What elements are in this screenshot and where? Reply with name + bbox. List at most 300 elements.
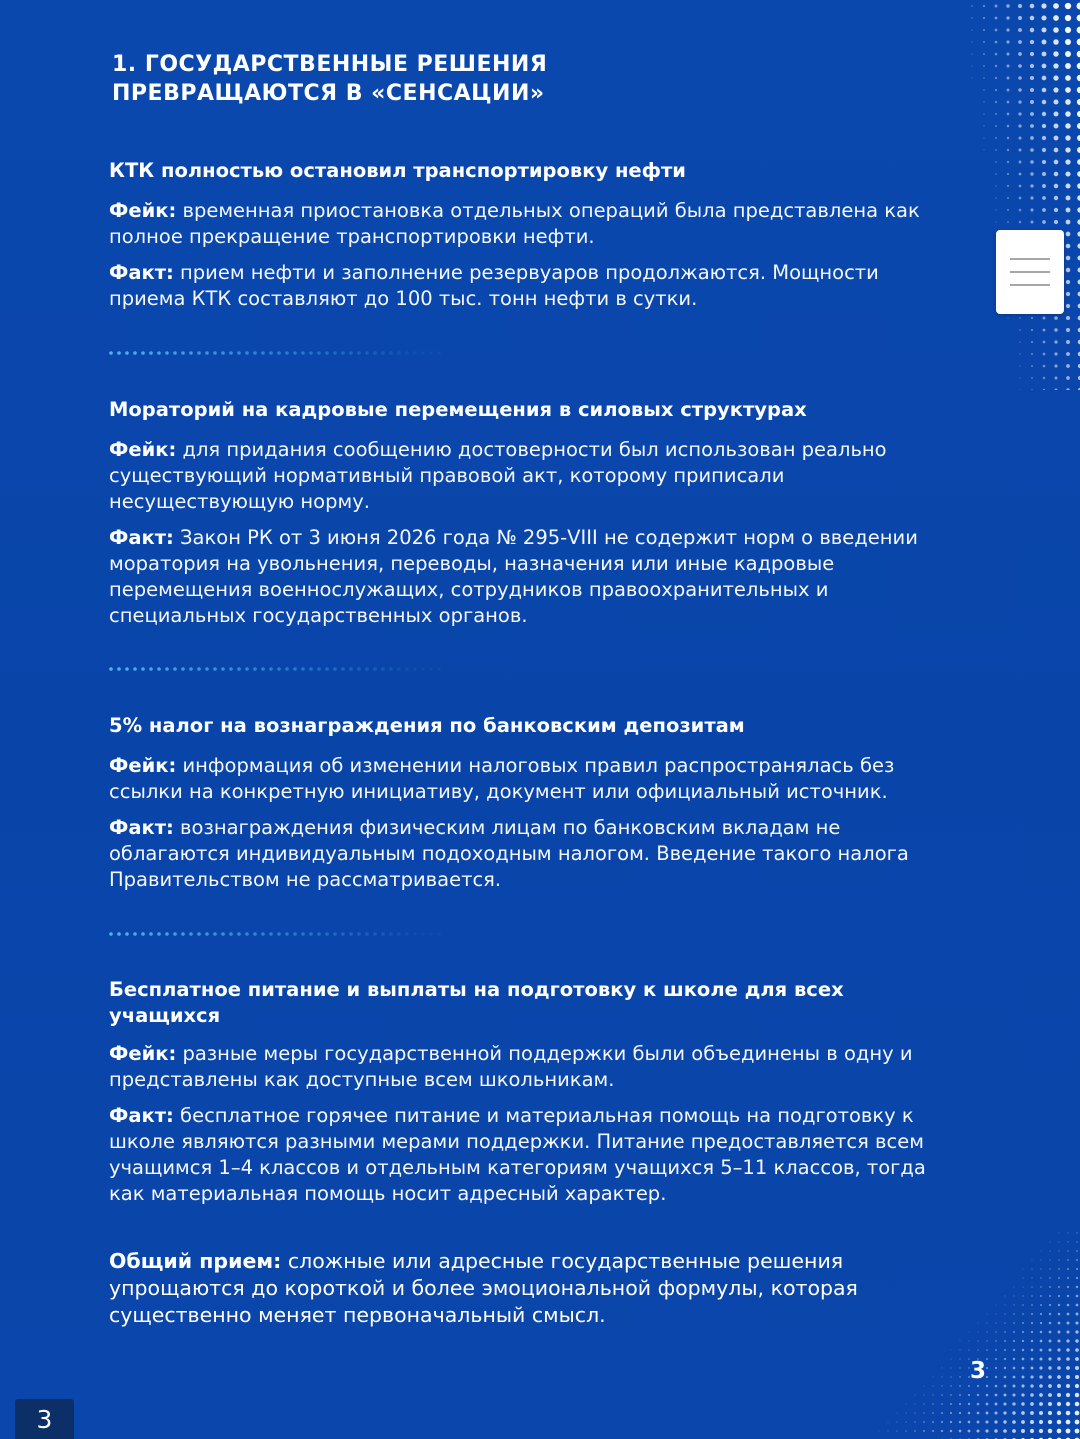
pattern-dot xyxy=(1042,76,1047,81)
pattern-dot xyxy=(1004,1394,1007,1397)
pattern-dot xyxy=(1031,1304,1033,1306)
separator-dot xyxy=(125,932,129,936)
pattern-dot xyxy=(1066,1339,1069,1342)
separator-dot xyxy=(109,351,113,355)
pattern-dot xyxy=(968,1340,969,1341)
pattern-dot xyxy=(1007,125,1010,128)
pattern-dot xyxy=(905,1403,906,1404)
pattern-dot xyxy=(1054,208,1058,212)
pattern-dot xyxy=(950,1376,952,1378)
pattern-dot xyxy=(1043,365,1046,368)
pattern-dot xyxy=(1042,100,1047,105)
pattern-dot xyxy=(959,1394,961,1396)
pattern-dot xyxy=(1058,1331,1061,1334)
pattern-dot xyxy=(1013,1376,1016,1379)
pattern-dot xyxy=(1013,1358,1015,1360)
pattern-dot xyxy=(1012,1393,1015,1396)
pattern-dot xyxy=(1065,147,1070,152)
separator-dot xyxy=(285,351,289,355)
pattern-dot xyxy=(1055,389,1058,391)
separator-dot xyxy=(141,351,145,355)
pattern-dot xyxy=(1076,1232,1077,1233)
separator-dot xyxy=(381,667,385,671)
pattern-dot xyxy=(1057,1384,1061,1388)
pattern-dot xyxy=(1003,1411,1006,1414)
pattern-dot xyxy=(1049,1241,1050,1242)
pattern-dot xyxy=(1054,136,1059,141)
separator-dot xyxy=(157,667,161,671)
pattern-dot xyxy=(923,1412,925,1414)
pattern-dot xyxy=(1040,1295,1042,1297)
pattern-dot xyxy=(1030,1375,1033,1378)
fake-label: Фейк: xyxy=(109,199,177,222)
pattern-dot xyxy=(959,1358,960,1359)
pattern-dot xyxy=(923,1403,924,1404)
separator-dot xyxy=(389,932,393,936)
pattern-dot xyxy=(1067,1295,1069,1297)
separator-dot xyxy=(221,351,225,355)
pattern-dot xyxy=(950,1412,952,1414)
separator-dot xyxy=(173,351,177,355)
menu-button[interactable] xyxy=(996,230,1064,314)
pattern-dot xyxy=(1030,1429,1034,1433)
pattern-dot xyxy=(914,1394,915,1395)
pattern-dot xyxy=(995,1322,996,1323)
pattern-dot xyxy=(1075,1420,1080,1425)
pattern-dot xyxy=(914,1403,915,1404)
pattern-dot xyxy=(1022,1295,1024,1297)
pattern-dot xyxy=(959,1412,961,1414)
pattern-dot xyxy=(1019,209,1022,212)
pattern-dot xyxy=(1030,40,1034,44)
pattern-dot xyxy=(1066,352,1070,356)
pattern-dot xyxy=(1019,173,1022,176)
pattern-dot xyxy=(1058,1259,1060,1261)
pattern-dot xyxy=(1053,39,1059,45)
pattern-dot xyxy=(1007,221,1009,223)
pattern-dot xyxy=(995,1367,997,1369)
pattern-dot xyxy=(1031,1349,1034,1352)
separator-dot xyxy=(221,932,225,936)
pattern-dot xyxy=(986,1322,987,1323)
pattern-dot xyxy=(1013,1313,1015,1315)
pattern-dot xyxy=(1007,185,1009,187)
pattern-dot xyxy=(1039,1375,1042,1378)
fact-paragraph xyxy=(109,815,959,893)
pattern-dot xyxy=(1075,1321,1078,1324)
separator-dot xyxy=(213,351,217,355)
pattern-dot xyxy=(1022,1313,1024,1315)
pattern-dot xyxy=(1031,341,1033,343)
pattern-dot xyxy=(1054,316,1058,320)
pattern-dot xyxy=(971,29,973,31)
pattern-dot xyxy=(1030,208,1033,211)
pattern-dot xyxy=(983,89,985,91)
pattern-dot xyxy=(995,173,997,175)
pattern-dot xyxy=(1030,1402,1034,1406)
pattern-dot xyxy=(977,1322,978,1323)
pattern-dot xyxy=(1030,100,1034,104)
pattern-dot xyxy=(986,1394,989,1397)
pattern-dot xyxy=(1065,39,1071,45)
separator-dot xyxy=(229,932,233,936)
pattern-dot xyxy=(1049,1277,1051,1279)
separator-dot xyxy=(109,667,113,671)
pattern-dot xyxy=(1075,1384,1079,1388)
pattern-dot xyxy=(1057,1429,1062,1434)
pattern-dot xyxy=(1030,88,1034,92)
pattern-dot xyxy=(1053,3,1059,9)
pattern-dot xyxy=(1006,16,1009,19)
separator-dot xyxy=(333,351,337,355)
pattern-dot xyxy=(983,125,984,126)
pattern-dot xyxy=(1049,1322,1052,1325)
fake-paragraph xyxy=(109,198,959,250)
separator-dot xyxy=(157,932,161,936)
pattern-dot xyxy=(1066,220,1071,225)
pattern-dot xyxy=(1007,149,1009,151)
separator-dot xyxy=(437,932,441,936)
separator-dot xyxy=(365,932,369,936)
separator-dot xyxy=(309,667,313,671)
pattern-dot xyxy=(941,1385,942,1386)
pattern-dot xyxy=(1031,1358,1034,1361)
pattern-dot xyxy=(1040,1286,1042,1288)
pattern-dot xyxy=(1006,4,1009,7)
separator-dot xyxy=(309,351,313,355)
pattern-dot xyxy=(1013,1340,1015,1342)
separator-dot xyxy=(317,667,321,671)
pattern-dot xyxy=(1075,1348,1079,1352)
pattern-dot xyxy=(1003,1429,1007,1433)
pattern-dot xyxy=(959,1367,961,1369)
separator-dot xyxy=(365,667,369,671)
section-title-line-1: 1. ГОСУДАРСТВЕННЫЕ РЕШЕНИЯ xyxy=(112,52,548,77)
pattern-dot xyxy=(1065,75,1071,81)
separator-dot xyxy=(285,667,289,671)
pattern-dot xyxy=(1022,1322,1024,1324)
pattern-dot xyxy=(1077,3,1080,10)
pattern-dot xyxy=(950,1394,952,1396)
pattern-dot xyxy=(1006,28,1009,31)
pattern-dot xyxy=(1076,1241,1078,1243)
pattern-dot xyxy=(1030,136,1034,140)
pattern-dot xyxy=(1019,353,1021,355)
separator-dot xyxy=(149,667,153,671)
pattern-dot xyxy=(1066,280,1070,284)
pattern-dot xyxy=(1031,353,1033,355)
separator-dot xyxy=(429,932,433,936)
pattern-dot xyxy=(995,29,998,32)
pattern-dot xyxy=(1019,221,1021,223)
pattern-dot xyxy=(1031,1268,1032,1269)
pattern-dot xyxy=(1030,4,1035,9)
pattern-dot xyxy=(1004,1295,1005,1296)
pattern-dot xyxy=(1004,1358,1006,1360)
pattern-dot xyxy=(1030,184,1033,187)
fact-label: Факт: xyxy=(109,261,174,284)
pattern-dot xyxy=(1021,1420,1025,1424)
separator-dot xyxy=(357,667,361,671)
pattern-dot xyxy=(1039,1366,1042,1369)
fact-check-item-moratorium xyxy=(109,397,959,629)
pattern-dot xyxy=(1066,268,1070,272)
item-title: Бесплатное питание и выплаты на подготовку к школе для всех учащихся xyxy=(109,978,844,1027)
pattern-dot xyxy=(1067,1304,1070,1307)
pattern-dot xyxy=(1039,1429,1043,1433)
pattern-dot xyxy=(1066,316,1070,320)
pattern-dot xyxy=(1039,1357,1042,1360)
pattern-dot xyxy=(1040,1313,1042,1315)
pattern-dot xyxy=(983,137,984,138)
pattern-dot xyxy=(1054,160,1059,165)
dotted-separator xyxy=(109,666,449,672)
item-title: КТК полностью остановил транспортировку нефти xyxy=(109,159,686,182)
pattern-dot xyxy=(1030,1411,1034,1415)
fact-check-item-deposit-tax xyxy=(109,713,959,893)
pattern-dot xyxy=(1012,1429,1016,1433)
hamburger-menu-icon xyxy=(1010,258,1050,286)
pattern-dot xyxy=(1057,1366,1061,1370)
pattern-dot xyxy=(1019,149,1022,152)
pattern-dot xyxy=(1007,161,1009,163)
pattern-dot xyxy=(1018,52,1022,56)
pattern-dot xyxy=(995,1340,997,1342)
pattern-dot xyxy=(1076,1277,1078,1279)
pattern-dot xyxy=(1067,1241,1068,1242)
pattern-dot xyxy=(983,101,985,103)
pattern-dot xyxy=(1067,1232,1068,1233)
pattern-dot xyxy=(896,1421,897,1422)
pattern-dot xyxy=(1066,340,1070,344)
pattern-dot xyxy=(986,1412,989,1415)
pattern-dot xyxy=(941,1421,943,1423)
separator-dot xyxy=(205,932,209,936)
page-number: 3 xyxy=(970,1358,987,1384)
menu-bar-1 xyxy=(1010,258,1050,260)
pattern-dot xyxy=(1043,341,1046,344)
pattern-dot xyxy=(968,1394,970,1396)
pattern-dot xyxy=(995,113,997,115)
pattern-dot xyxy=(1018,64,1022,68)
pattern-dot xyxy=(995,101,997,103)
pattern-dot xyxy=(1021,1393,1024,1396)
pattern-dot xyxy=(1058,1286,1060,1288)
pattern-dot xyxy=(1066,232,1071,237)
pattern-dot xyxy=(1003,1420,1006,1423)
pattern-dot xyxy=(986,1331,987,1332)
pattern-dot xyxy=(1021,1402,1024,1405)
pattern-dot xyxy=(1053,27,1059,33)
pattern-dot xyxy=(1075,1393,1079,1397)
pattern-dot xyxy=(914,1421,916,1423)
separator-dot xyxy=(413,932,417,936)
pattern-dot xyxy=(1066,304,1070,308)
separator-dot xyxy=(285,932,289,936)
separator-dot xyxy=(197,667,201,671)
pattern-dot xyxy=(1076,1268,1078,1270)
pattern-dot xyxy=(995,5,998,8)
pattern-dot xyxy=(1030,52,1034,56)
pattern-dot xyxy=(1022,1277,1023,1278)
fact-text: прием нефти и заполнение резервуаров продолжаются. Мощности приема КТК составляют до 100 тыс. тонн нефти в сутки. xyxy=(109,261,879,310)
pattern-dot xyxy=(1031,1340,1034,1343)
pattern-dot xyxy=(1065,63,1071,69)
pattern-dot xyxy=(1048,1402,1052,1406)
pattern-dot xyxy=(1030,1393,1034,1397)
pattern-dot xyxy=(1040,1304,1042,1306)
pattern-dot xyxy=(1019,365,1020,366)
pattern-dot xyxy=(1030,172,1033,175)
separator-dot xyxy=(413,351,417,355)
pattern-dot xyxy=(950,1403,952,1405)
pattern-dot xyxy=(1065,171,1070,176)
pattern-dot xyxy=(995,1376,997,1378)
pattern-dot xyxy=(950,1421,952,1423)
pattern-dot xyxy=(1058,1295,1060,1297)
pattern-dot xyxy=(1054,196,1058,200)
pattern-dot xyxy=(941,1376,942,1377)
separator-dot xyxy=(373,667,377,671)
page-indicator[interactable]: 3 xyxy=(15,1399,74,1439)
pattern-dot xyxy=(995,161,997,163)
pattern-dot xyxy=(959,1403,961,1405)
pattern-dot xyxy=(971,41,972,42)
separator-dot xyxy=(237,351,241,355)
separator-dot xyxy=(237,667,241,671)
pattern-dot xyxy=(1030,28,1034,32)
pattern-dot xyxy=(905,1421,906,1422)
separator-dot xyxy=(293,932,297,936)
pattern-dot xyxy=(1013,1331,1015,1333)
separator-dot xyxy=(253,667,257,671)
fact-paragraph xyxy=(109,260,959,312)
pattern-dot xyxy=(1039,1402,1043,1406)
separator-dot xyxy=(341,351,345,355)
pattern-dot xyxy=(986,1340,988,1342)
pattern-dot xyxy=(1066,256,1071,261)
pattern-dot xyxy=(1066,244,1071,249)
separator-dot xyxy=(437,667,441,671)
separator-dot xyxy=(325,932,329,936)
pattern-dot xyxy=(1066,1330,1069,1333)
dotted-separator xyxy=(109,350,449,356)
pattern-dot xyxy=(995,137,997,139)
pattern-dot xyxy=(1031,317,1033,319)
pattern-dot xyxy=(1054,172,1059,177)
pattern-dot xyxy=(1057,1348,1060,1351)
pattern-dot xyxy=(1066,292,1070,296)
pattern-dot xyxy=(1053,15,1059,21)
separator-dot xyxy=(237,932,241,936)
pattern-dot xyxy=(968,1385,970,1387)
pattern-dot xyxy=(1007,209,1009,211)
separator-dot xyxy=(301,667,305,671)
pattern-dot xyxy=(1018,16,1022,20)
pattern-dot xyxy=(1019,161,1022,164)
separator-dot xyxy=(397,932,401,936)
pattern-dot xyxy=(1031,1313,1033,1315)
pattern-dot xyxy=(1058,1277,1060,1279)
separator-dot xyxy=(253,351,257,355)
separator-dot xyxy=(365,351,369,355)
pattern-dot xyxy=(1030,124,1034,128)
pattern-dot xyxy=(1040,1331,1043,1334)
separator-dot xyxy=(189,667,193,671)
separator-dot xyxy=(149,351,153,355)
pattern-dot xyxy=(1058,1322,1061,1325)
separator-dot xyxy=(269,351,273,355)
pattern-dot xyxy=(1030,1420,1034,1424)
separator-dot xyxy=(173,667,177,671)
pattern-dot xyxy=(1075,1330,1078,1333)
separator-dot xyxy=(341,932,345,936)
pattern-dot xyxy=(1066,1420,1071,1425)
pattern-dot xyxy=(950,1385,952,1387)
pattern-dot xyxy=(994,1420,997,1423)
pattern-dot xyxy=(1039,1411,1043,1415)
pattern-dot xyxy=(1053,99,1058,104)
separator-dot xyxy=(117,932,121,936)
separator-dot xyxy=(149,932,153,936)
pattern-dot xyxy=(971,17,973,19)
pattern-dot xyxy=(1004,1367,1006,1369)
separator-dot xyxy=(349,667,353,671)
pattern-dot xyxy=(1076,1295,1079,1298)
pattern-dot xyxy=(1054,376,1057,379)
pattern-dot xyxy=(968,1430,971,1433)
pattern-dot xyxy=(1054,184,1058,188)
pattern-dot xyxy=(1022,1286,1023,1287)
pattern-dot xyxy=(1042,172,1046,176)
pattern-dot xyxy=(1019,185,1022,188)
section-title xyxy=(112,50,812,108)
pattern-dot xyxy=(1067,1322,1070,1325)
section-title-line-2: ПРЕВРАЩАЮТСЯ В «СЕНСАЦИИ» xyxy=(112,81,545,106)
separator-dot xyxy=(373,351,377,355)
pattern-dot xyxy=(1065,111,1071,117)
separator-dot xyxy=(277,667,281,671)
pattern-dot xyxy=(1075,1357,1079,1361)
separator-dot xyxy=(429,667,433,671)
pattern-dot xyxy=(1040,1322,1042,1324)
pattern-dot xyxy=(995,1358,997,1360)
pattern-dot xyxy=(1065,87,1071,93)
pattern-dot xyxy=(1054,148,1059,153)
fact-text: вознаграждения физическим лицам по банковским вкладам не облагаются индивидуальным подоходным налогом. Введение такого налога Правительством не рассматривается. xyxy=(109,816,909,891)
pattern-dot xyxy=(1004,1322,1006,1324)
separator-dot xyxy=(397,667,401,671)
pattern-dot xyxy=(950,1349,951,1350)
pattern-dot xyxy=(1030,16,1035,21)
separator-dot xyxy=(221,667,225,671)
pattern-dot xyxy=(1023,1269,1024,1270)
pattern-dot xyxy=(1041,27,1046,32)
separator-dot xyxy=(157,351,161,355)
pattern-dot xyxy=(1057,1393,1061,1397)
pattern-dot xyxy=(1057,1402,1061,1406)
pattern-dot xyxy=(1019,389,1020,390)
pattern-dot xyxy=(986,1376,988,1378)
separator-dot xyxy=(293,667,297,671)
dotted-separator xyxy=(109,931,449,937)
pattern-dot xyxy=(977,1412,980,1415)
pattern-dot xyxy=(1031,1322,1033,1324)
pattern-dot xyxy=(1048,1366,1051,1369)
separator-dot xyxy=(373,932,377,936)
pattern-dot xyxy=(1066,1375,1070,1379)
pattern-dot xyxy=(1040,1277,1042,1279)
